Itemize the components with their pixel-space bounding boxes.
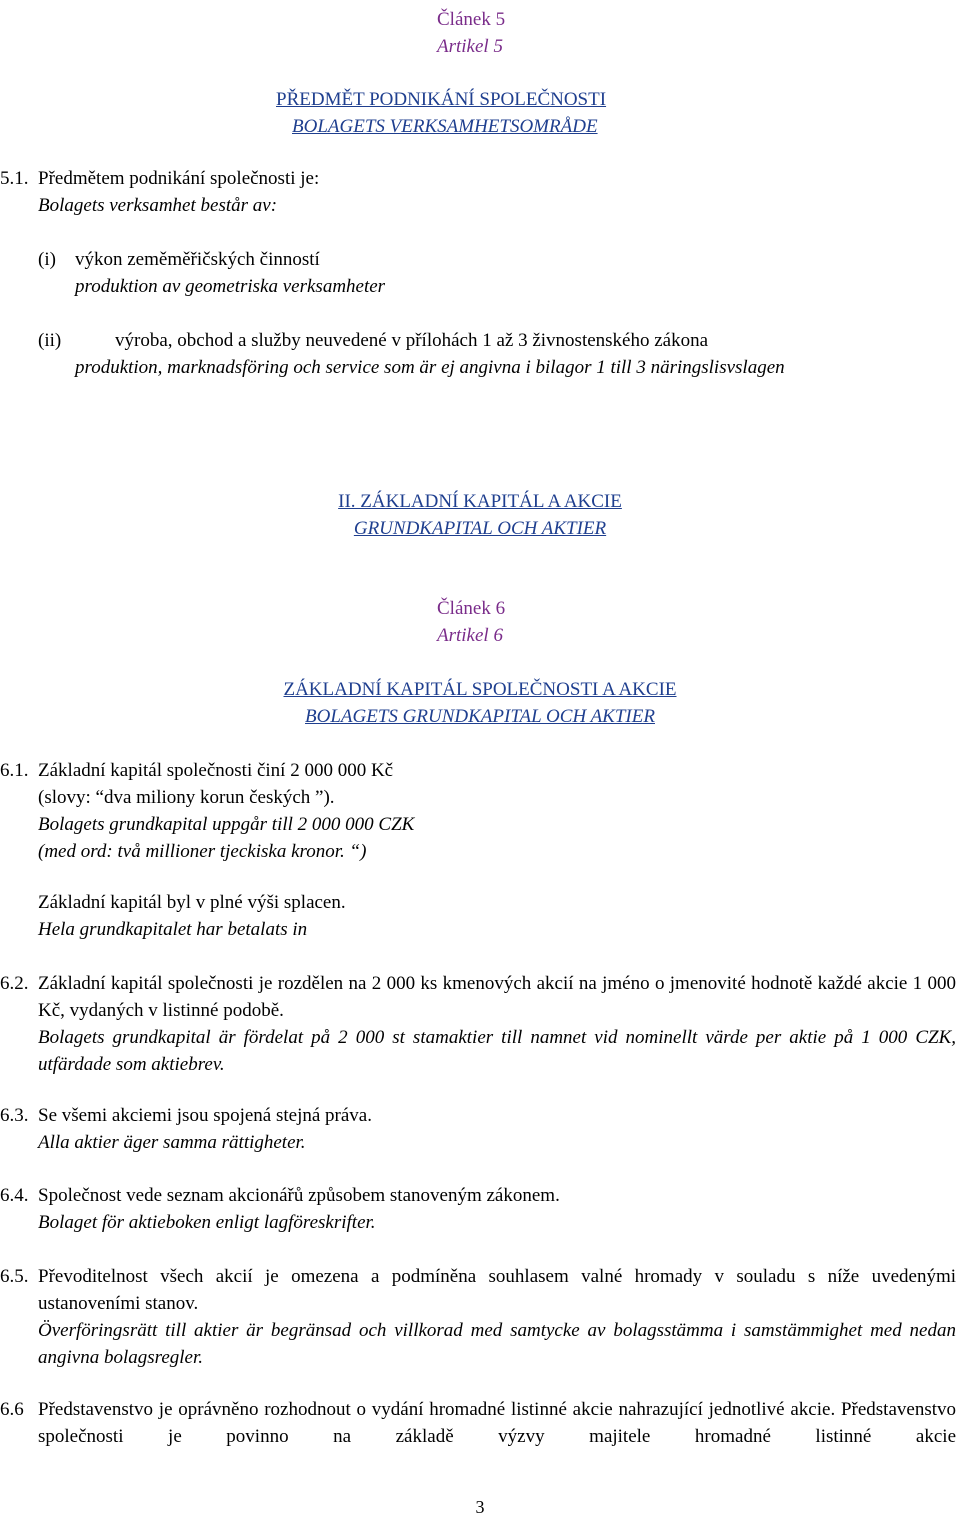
item-i-marker: (i) [38,249,56,270]
clause-6-1-number: 6.1. [0,760,29,781]
item-ii-text-cz: výroba, obchod a služby neuvedené v přílohách 1 až 3 živnostenského zákona [115,330,709,351]
section-ii-title-sv: GRUNDKAPITAL OCH AKTIER [353,518,607,539]
clause-6-3-text-sv: Alla aktier äger samma rättigheter. [38,1132,306,1153]
item-ii-marker: (ii) [38,330,62,351]
clause-6-4-text-cz: Společnost vede seznam akcionářů způsobem stanoveným zákonem. [38,1185,560,1206]
clause-5-1-number: 5.1. [0,168,29,189]
article5-heading-cz: Článek 5 [437,9,506,30]
clause-6-6-text-cz: Představenstvo je oprávněno rozhodnout o vydání hromadné listinné akcie nahrazující jednotlivé akcie. Představenstvo společnosti je povinno na základě výzvy majitele hromadné listinné akcie [38,1399,956,1447]
article6-heading-sv: Artikel 6 [437,625,503,646]
clause-5-1-text-cz: Předmětem podnikání společnosti je: [38,168,320,189]
clause-5-1-text-sv: Bolagets verksamhet består av: [38,195,278,216]
clause-6-1-line1-sv: Bolagets grundkapital uppgår till 2 000 000 CZK [38,814,415,835]
item-i-text-sv: produktion av geometriska verksamheter [75,276,386,297]
item-i-text-cz: výkon zeměměřičských činností [75,249,320,270]
clause-6-3-number: 6.3. [0,1105,29,1126]
page-number: 3 [475,1497,485,1517]
clause-6-1-line2-sv: (med ord: två millioner tjeckiska kronor. “) [38,841,367,862]
article6-heading-cz: Článek 6 [437,598,506,619]
clause-6-1-line2-cz: (slovy: “dva miliony korun českých ”). [38,787,335,808]
article5-title-cz: PŘEDMĚT PODNIKÁNÍ SPOLEČNOSTI [276,89,607,110]
article6-title-cz: ZÁKLADNÍ KAPITÁL SPOLEČNOSTI A AKCIE [283,679,677,700]
clause-6-5-number: 6.5. [0,1266,29,1287]
clause-6-4-text-sv: Bolaget för aktieboken enligt lagföreskrifter. [38,1212,376,1233]
clause-6-2-text-cz: Základní kapitál společnosti je rozdělen na 2 000 ks kmenových akcií na jméno o jmenovité hodnotě každé akcie 1 000 Kč, vydaných v listinné podobě. [38,973,956,1021]
clause-6-5-text-cz: Převoditelnost všech akcií je omezena a podmíněna souhlasem valné hromady v souladu s níže uvedenými ustanoveními stanov. [38,1266,956,1314]
clause-6-6-number: 6.6 [0,1399,24,1420]
clause-6-1-line1-cz: Základní kapitál společnosti činí 2 000 000 Kč [38,760,394,781]
clause-6-1-paid-sv: Hela grundkapitalet har betalats in [38,919,308,940]
clause-6-3-text-cz: Se všemi akciemi jsou spojená stejná práva. [38,1105,372,1126]
clause-6-2-text-sv: Bolagets grundkapital är fördelat på 2 000 st stamaktier till namnet vid nominellt värde per aktie på 1 000 CZK, utfärdade som aktiebrev. [38,1027,956,1075]
article5-heading-sv: Artikel 5 [437,36,503,57]
article6-title-sv: BOLAGETS GRUNDKAPITAL OCH AKTIER [305,706,655,727]
item-ii-text-sv: produktion, marknadsföring och service som är ej angivna i bilagor 1 till 3 näringslisvslagen [75,357,785,378]
clause-6-2-number: 6.2. [0,973,29,994]
article5-title-sv: BOLAGETS VERKSAMHETSOMRÅDE [292,116,598,137]
clause-6-1-paid-cz: Základní kapitál byl v plné výši splacen. [38,892,346,913]
clause-6-4-number: 6.4. [0,1185,29,1206]
section-ii-title-cz: II. ZÁKLADNÍ KAPITÁL A AKCIE [338,491,622,512]
clause-6-5-text-sv: Överföringsrätt till aktier är begränsad och villkorad med samtycke av bolagsstämma i samstämmighet med nedan angivna bolagsregler. [38,1320,956,1368]
